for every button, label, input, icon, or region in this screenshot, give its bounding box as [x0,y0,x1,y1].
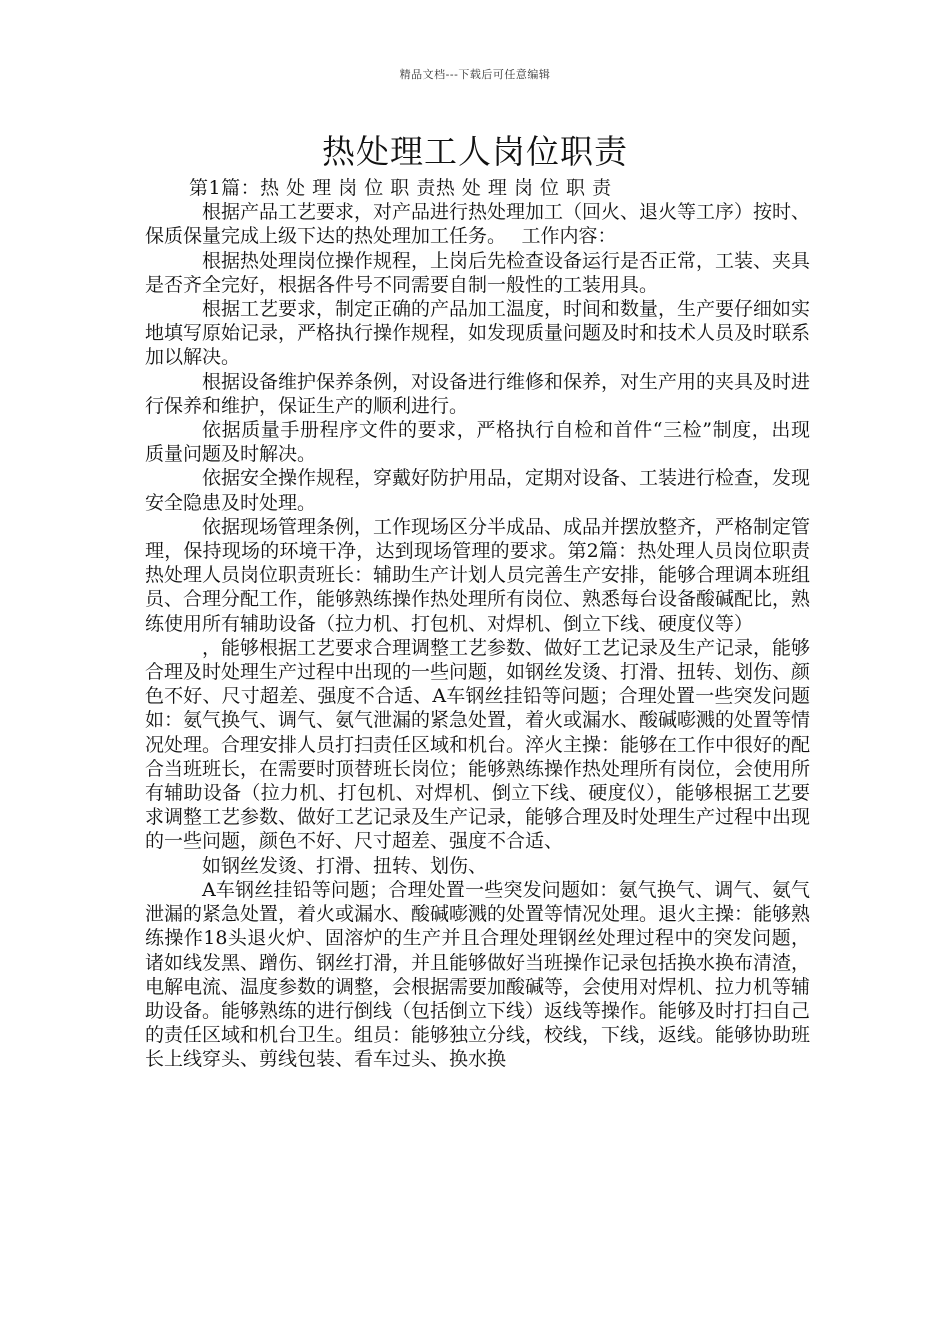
paragraph: 如钢丝发烫、打滑、扭转、划伤、 [202,854,488,877]
paragraph: A车钢丝挂铅等问题；合理处置一些突发问题如：氨气换气、调气、氨气泄漏的紧急处置，着火或漏水、酸碱嘭溅的处置等情况处理。退火主操：能够熟练操作18头退火炉、固溶炉的生产并且合理处理钢丝处理过程中的突发问题，诸如线发黑、蹭伤、钢丝打滑，并且能够做好当班操作记录包括换水换布清渣，电解电流、温度参数的调整，会根据需要加酸碱等，会使用对焊机、拉力机等辅助设备。能够熟练的进行倒线（包括倒立下线）返线等操作。能够及时打扫自己的责任区域和机台卫生。组员：能够独立分线，校线，下线，返线。能够协助班长上线穿头、剪线包装、看车过头、换水换 [145,878,811,1071]
paragraph: 依据现场管理条例，工作现场区分半成品、成品并摆放整齐，严格制定管理，保持现场的环境干净，达到现场管理的要求。第2篇：热处理人员岗位职责热处理人员岗位职责班长：辅助生产计划人员完善生产安排，能够合理调本班组员、合理分配工作，能够熟练操作热处理所有岗位、熟悉每台设备酸碱配比，熟练使用所有辅助设备（拉力机、打包机、对焊机、倒立下线、硬度仪等） [145,515,811,635]
paragraph: 依据安全操作规程，穿戴好防护用品，定期对设备、工装进行检查，发现安全隐患及时处理。 [145,467,811,514]
paragraph: ，能够根据工艺要求合理调整工艺参数、做好工艺记录及生产记录，能够合理及时处理生产过程中出现的一些问题，如钢丝发烫、打滑、扭转、划伤、颜色不好、尺寸超差、强度不合适、A车钢丝挂铅等问题；合理处置一些突发问题如：氨气换气、调气、氨气泄漏的紧急处置，着火或漏水、酸碱嘭溅的处置等情况处理。合理安排人员打扫责任区域和机台。淬火主操：能够在工作中很好的配合当班班长，在需要时顶替班长岗位；能够熟练操作热处理所有岗位，会使用所有辅助设备（拉力机、打包机、对焊机、倒立下线、硬度仪），能够根据工艺要求调整工艺参数、做好工艺记录及生产记录，能够合理及时处理生产过程中出现的一些问题，颜色不好、尺寸超差、强度不合适、 [145,636,811,853]
document-body [145,176,810,1072]
paragraph: 依据质量手册程序文件的要求，严格执行自检和首件“三检”制度，出现质量问题及时解决。 [145,419,810,466]
page-title: 热处理工人岗位职责 [322,132,628,171]
paragraph: 根据工艺要求，制定正确的产品加工温度，时间和数量，生产要仔细如实地填写原始记录，严格执行操作规程，如发现质量问题及时和技术人员及时联系加以解决。 [145,298,811,369]
section-subheading: 第1篇：热 处 理 岗 位 职 责热 处 理 岗 位 职 责 [189,177,612,199]
paragraph: 根据设备维护保养条例，对设备进行维修和保养，对生产用的夹具及时进行保养和维护，保证生产的顺利进行。 [145,370,811,417]
header-note: 精品文档---下载后可任意编辑 [399,68,551,81]
paragraph: 根据热处理岗位操作规程，上岗后先检查设备运行是否正常，工装、夹具是否齐全完好，根据各件号不同需要自制一般性的工装用具。 [145,249,811,296]
paragraph: 根据产品工艺要求，对产品进行热处理加工（回火、退火等工序）按时、保质保量完成上级下达的热处理加工任务。 工作内容： [145,201,811,248]
